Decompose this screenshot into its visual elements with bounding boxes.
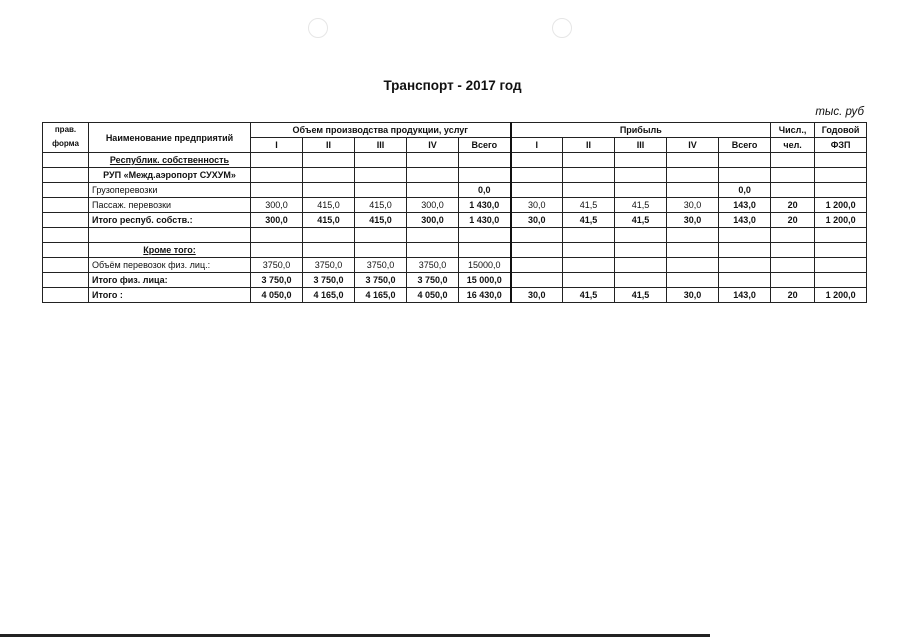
cell-volume xyxy=(303,183,355,198)
cell-volume xyxy=(407,243,459,258)
cell-form xyxy=(43,228,89,243)
cell-profit xyxy=(615,168,667,183)
cell-fzp: 1 200,0 xyxy=(815,288,867,303)
cell-volume xyxy=(303,153,355,168)
scan-artifact-circle xyxy=(552,18,572,38)
cell-name: Итого : xyxy=(89,288,251,303)
cell-volume: 415,0 xyxy=(303,213,355,228)
cell-name: Объём перевозок физ. лиц.: xyxy=(89,258,251,273)
cell-profit xyxy=(667,273,719,288)
cell-volume: 4 050,0 xyxy=(407,288,459,303)
header-name: Наименование предприятий xyxy=(89,123,251,153)
cell-volume: 4 165,0 xyxy=(355,288,407,303)
cell-volume xyxy=(355,228,407,243)
cell-staff xyxy=(771,273,815,288)
cell-profit xyxy=(563,153,615,168)
cell-profit: 143,0 xyxy=(719,198,771,213)
header-prof-total: Всего xyxy=(719,138,771,153)
report-body xyxy=(43,153,867,303)
cell-volume: 3 750,0 xyxy=(303,273,355,288)
header-vol-q2: II xyxy=(303,138,355,153)
cell-profit xyxy=(511,228,563,243)
cell-profit xyxy=(615,153,667,168)
cell-volume xyxy=(251,183,303,198)
cell-volume: 3750,0 xyxy=(407,258,459,273)
cell-volume xyxy=(251,243,303,258)
header-prof-q4: IV xyxy=(667,138,719,153)
cell-name: Итого респуб. собств.: xyxy=(89,213,251,228)
cell-form xyxy=(43,273,89,288)
cell-volume xyxy=(407,183,459,198)
header-form: прав. форма xyxy=(43,123,89,153)
cell-fzp xyxy=(815,183,867,198)
cell-staff xyxy=(771,258,815,273)
cell-fzp xyxy=(815,273,867,288)
cell-volume: 16 430,0 xyxy=(459,288,511,303)
cell-fzp xyxy=(815,168,867,183)
cell-volume xyxy=(355,153,407,168)
cell-volume: 415,0 xyxy=(355,198,407,213)
cell-volume xyxy=(303,243,355,258)
table-row xyxy=(43,153,867,168)
cell-volume: 3 750,0 xyxy=(407,273,459,288)
cell-form xyxy=(43,243,89,258)
cell-staff xyxy=(771,243,815,258)
cell-profit xyxy=(511,153,563,168)
cell-form xyxy=(43,153,89,168)
cell-name: Пассаж. перевозки xyxy=(89,198,251,213)
cell-profit xyxy=(511,273,563,288)
cell-volume xyxy=(459,168,511,183)
cell-profit xyxy=(511,183,563,198)
cell-profit xyxy=(719,243,771,258)
cell-volume xyxy=(251,153,303,168)
cell-volume xyxy=(355,243,407,258)
cell-profit: 30,0 xyxy=(667,213,719,228)
cell-volume xyxy=(355,168,407,183)
cell-staff xyxy=(771,228,815,243)
cell-name: Кроме того: xyxy=(89,243,251,258)
cell-profit xyxy=(615,243,667,258)
scan-bottom-edge xyxy=(0,634,710,637)
cell-profit: 30,0 xyxy=(511,213,563,228)
table-row xyxy=(43,198,867,213)
cell-profit xyxy=(563,183,615,198)
table-row xyxy=(43,168,867,183)
cell-profit xyxy=(511,258,563,273)
cell-form xyxy=(43,198,89,213)
cell-profit xyxy=(615,258,667,273)
cell-profit: 143,0 xyxy=(719,288,771,303)
header-staff-2: чел. xyxy=(771,138,815,153)
table-row xyxy=(43,288,867,303)
cell-profit xyxy=(719,273,771,288)
cell-volume xyxy=(407,153,459,168)
cell-volume: 3750,0 xyxy=(355,258,407,273)
cell-profit: 41,5 xyxy=(563,288,615,303)
cell-profit xyxy=(563,258,615,273)
cell-fzp xyxy=(815,243,867,258)
cell-profit: 30,0 xyxy=(511,288,563,303)
cell-profit: 41,5 xyxy=(615,213,667,228)
cell-profit: 41,5 xyxy=(563,213,615,228)
cell-profit xyxy=(615,183,667,198)
cell-staff xyxy=(771,153,815,168)
cell-profit xyxy=(511,168,563,183)
cell-fzp: 1 200,0 xyxy=(815,198,867,213)
cell-name: РУП «Межд.аэропорт СУХУМ» xyxy=(89,168,251,183)
cell-volume: 3 750,0 xyxy=(251,273,303,288)
cell-volume: 3 750,0 xyxy=(355,273,407,288)
cell-volume: 3750,0 xyxy=(251,258,303,273)
header-row-1 xyxy=(43,123,867,138)
table-row xyxy=(43,273,867,288)
cell-fzp xyxy=(815,153,867,168)
header-vol-q4: IV xyxy=(407,138,459,153)
cell-volume xyxy=(459,243,511,258)
cell-profit: 30,0 xyxy=(667,288,719,303)
cell-volume xyxy=(459,228,511,243)
cell-volume xyxy=(407,168,459,183)
cell-volume: 415,0 xyxy=(355,213,407,228)
header-vol-q1: I xyxy=(251,138,303,153)
cell-fzp: 1 200,0 xyxy=(815,213,867,228)
header-volume: Объем производства продукции, услуг xyxy=(251,123,511,138)
cell-profit: 0,0 xyxy=(719,183,771,198)
scan-artifact-circle xyxy=(308,18,328,38)
page-title: Транспорт - 2017 год xyxy=(383,78,522,93)
header-fzp-1: Годовой xyxy=(815,123,867,138)
cell-fzp xyxy=(815,228,867,243)
table-row xyxy=(43,213,867,228)
cell-form xyxy=(43,183,89,198)
cell-profit xyxy=(563,243,615,258)
cell-volume: 300,0 xyxy=(251,198,303,213)
cell-profit: 41,5 xyxy=(615,288,667,303)
cell-form xyxy=(43,258,89,273)
cell-profit: 30,0 xyxy=(511,198,563,213)
cell-volume xyxy=(251,168,303,183)
cell-profit xyxy=(667,228,719,243)
units-label: тыс. руб xyxy=(815,106,864,118)
cell-volume xyxy=(303,228,355,243)
report-table xyxy=(42,122,867,303)
header-vol-q3: III xyxy=(355,138,407,153)
cell-form xyxy=(43,288,89,303)
cell-profit xyxy=(667,243,719,258)
cell-volume: 15000,0 xyxy=(459,258,511,273)
cell-profit xyxy=(667,153,719,168)
cell-profit xyxy=(511,243,563,258)
cell-profit: 30,0 xyxy=(667,198,719,213)
cell-name: Республик. собственность xyxy=(89,153,251,168)
cell-volume: 300,0 xyxy=(251,213,303,228)
header-staff-1: Числ., xyxy=(771,123,815,138)
table-row xyxy=(43,243,867,258)
cell-staff xyxy=(771,168,815,183)
cell-volume: 300,0 xyxy=(407,213,459,228)
cell-volume: 0,0 xyxy=(459,183,511,198)
cell-profit xyxy=(719,258,771,273)
cell-profit xyxy=(563,168,615,183)
cell-profit: 41,5 xyxy=(615,198,667,213)
cell-name: Итого физ. лица: xyxy=(89,273,251,288)
cell-name xyxy=(89,228,251,243)
cell-volume: 415,0 xyxy=(303,198,355,213)
header-prof-q2: II xyxy=(563,138,615,153)
cell-volume xyxy=(459,153,511,168)
table-row xyxy=(43,228,867,243)
cell-profit: 143,0 xyxy=(719,213,771,228)
cell-volume: 3750,0 xyxy=(303,258,355,273)
cell-volume: 300,0 xyxy=(407,198,459,213)
cell-profit xyxy=(719,228,771,243)
cell-form xyxy=(43,213,89,228)
header-vol-total: Всего xyxy=(459,138,511,153)
cell-profit xyxy=(719,153,771,168)
cell-staff: 20 xyxy=(771,288,815,303)
header-profit: Прибыль xyxy=(511,123,771,138)
cell-profit xyxy=(719,168,771,183)
cell-form xyxy=(43,168,89,183)
cell-profit xyxy=(563,273,615,288)
table-row xyxy=(43,258,867,273)
cell-volume: 4 165,0 xyxy=(303,288,355,303)
table-row xyxy=(43,183,867,198)
header-prof-q3: III xyxy=(615,138,667,153)
cell-profit: 41,5 xyxy=(563,198,615,213)
cell-staff xyxy=(771,183,815,198)
cell-profit xyxy=(667,183,719,198)
cell-profit xyxy=(615,228,667,243)
cell-volume xyxy=(355,183,407,198)
cell-volume xyxy=(407,228,459,243)
cell-volume xyxy=(303,168,355,183)
cell-profit xyxy=(667,258,719,273)
cell-volume: 1 430,0 xyxy=(459,213,511,228)
cell-staff: 20 xyxy=(771,198,815,213)
header-prof-q1: I xyxy=(511,138,563,153)
cell-profit xyxy=(563,228,615,243)
cell-volume: 1 430,0 xyxy=(459,198,511,213)
header-fzp-2: ФЗП xyxy=(815,138,867,153)
cell-profit xyxy=(667,168,719,183)
cell-profit xyxy=(615,273,667,288)
cell-volume: 4 050,0 xyxy=(251,288,303,303)
cell-volume xyxy=(251,228,303,243)
cell-fzp xyxy=(815,258,867,273)
cell-staff: 20 xyxy=(771,213,815,228)
cell-volume: 15 000,0 xyxy=(459,273,511,288)
cell-name: Грузоперевозки xyxy=(89,183,251,198)
